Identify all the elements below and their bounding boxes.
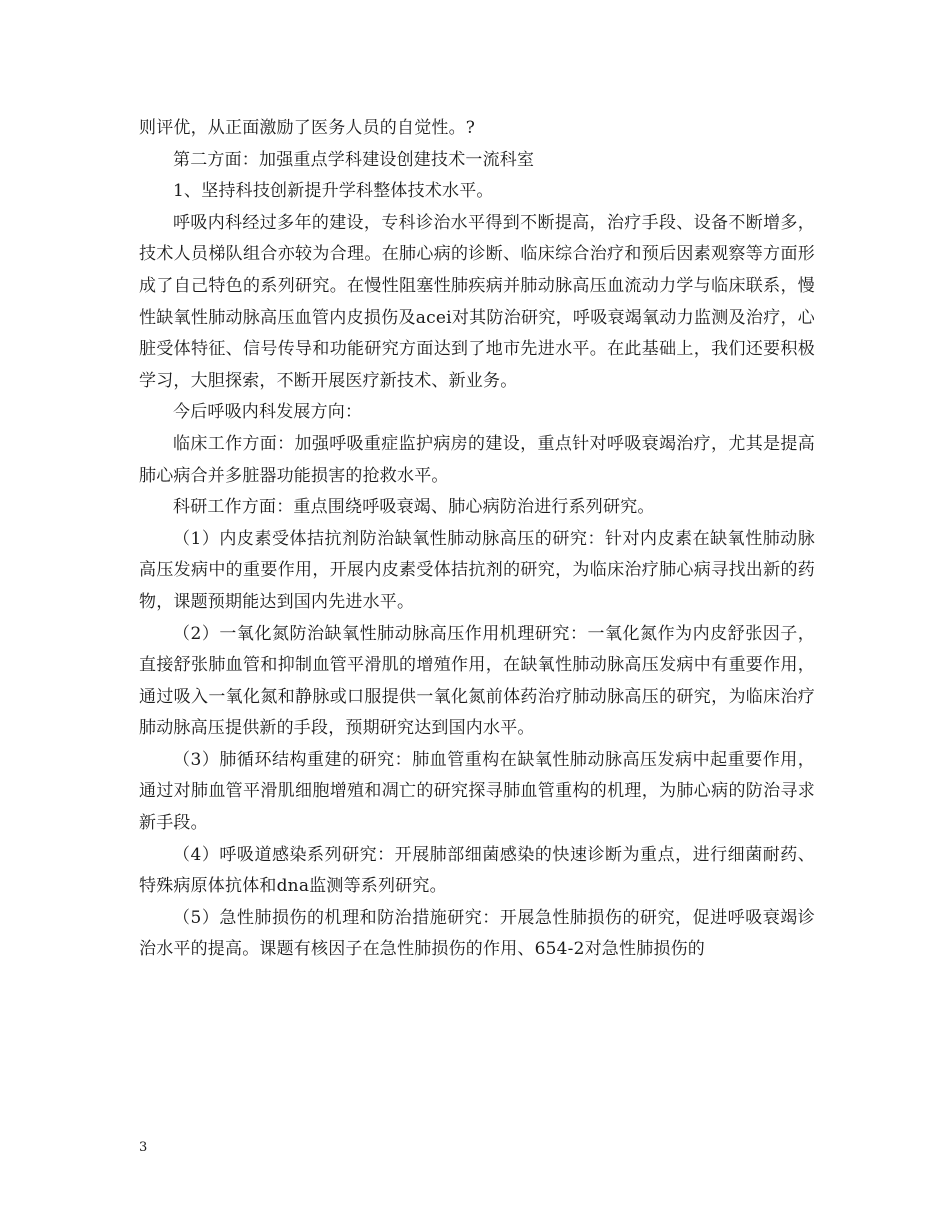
page-number: 3 bbox=[139, 1140, 148, 1155]
paragraph: 呼吸内科经过多年的建设，专科诊治水平得到不断提高，治疗手段、设备不断增多，技术人员梯队组合亦较为合理。在肺心病的诊断、临床综合治疗和预后因素观察等方面形成了自己特色的系列研究。在慢性阻塞性肺疾病并肺动脉高压血流动力学与临床联系，慢性缺氧性肺动脉高压血管内皮损伤及acei对其防治研究，呼吸衰竭氧动力监测及治疗，心脏受体特征、信号传导和功能研究方面达到了地市先进水平。在此基础上，我们还要积极学习，大胆探索，不断开展医疗新技术、新业务。 bbox=[139, 212, 815, 391]
subsection-heading: 1、坚持科技创新提升学科整体技术水平。 bbox=[173, 181, 494, 202]
research-item: （5）急性肺损伤的机理和防治措施研究：开展急性肺损伤的研究，促进呼吸衰竭诊治水平的提高。课题有核因子在急性肺损伤的作用、654-2对急性肺损伤的 bbox=[139, 907, 815, 960]
research-item: （2）一氧化氮防治缺氧性肺动脉高压作用机理研究：一氧化氮作为内皮舒张因子，直接舒张肺血管和抑制血管平滑肌的增殖作用，在缺氧性肺动脉高压发病中有重要作用，通过吸入一氧化氮和静脉或口服提供一氧化氮前体药治疗肺动脉高压的研究，为临床治疗肺动脉高压提供新的手段，预期研究达到国内水平。 bbox=[139, 623, 815, 739]
paragraph-heading: 今后呼吸内科发展方向： bbox=[173, 402, 363, 423]
paragraph-continuation: 则评优，从正面激励了医务人员的自觉性。? bbox=[139, 118, 476, 138]
section-heading: 第二方面：加强重点学科建设创建技术一流科室 bbox=[173, 149, 535, 170]
research-item: （1）内皮素受体拮抗剂防治缺氧性肺动脉高压的研究：针对内皮素在缺氧性肺动脉高压发病中的重要作用，开展内皮素受体拮抗剂的研究，为临床治疗肺心病寻找出新的药物，课题预期能达到国内先进水平。 bbox=[139, 528, 815, 612]
document-body bbox=[139, 113, 815, 966]
paragraph: 科研工作方面：重点围绕呼吸衰竭、肺心病防治进行系列研究。 bbox=[173, 497, 655, 518]
research-item: （3）肺循环结构重建的研究：肺血管重构在缺氧性肺动脉高压发病中起重要作用，通过对肺血管平滑肌细胞增殖和凋亡的研究探寻肺血管重构的机理，为肺心病的防治寻求新手段。 bbox=[139, 749, 815, 834]
paragraph: 临床工作方面：加强呼吸重症监护病房的建设，重点针对呼吸衰竭治疗，尤其是提高肺心病合并多脏器功能损害的抢救水平。 bbox=[139, 433, 815, 486]
research-item: （4）呼吸道感染系列研究：开展肺部细菌感染的快速诊断为重点，进行细菌耐药、特殊病原体抗体和dna监测等系列研究。 bbox=[139, 844, 815, 897]
